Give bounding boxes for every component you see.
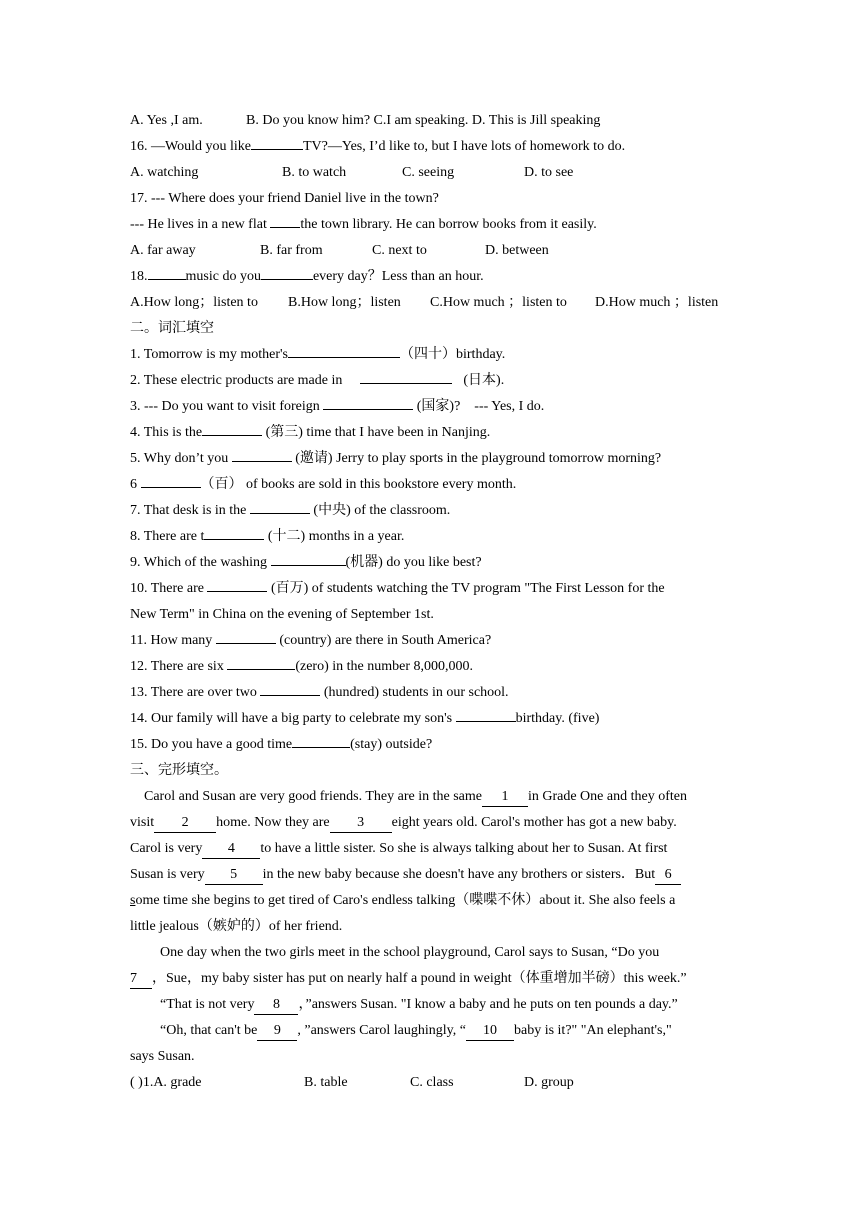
answer-blank (216, 628, 276, 644)
text-segment: (国家)? (413, 399, 461, 414)
text-segment: “Oh, that can't be (160, 1023, 258, 1038)
answer-blank (323, 394, 413, 410)
text-segment: home. Now they are (216, 815, 330, 830)
text-segment: 1. Tomorrow is my mother's (130, 347, 288, 362)
text-segment: baby is it?" "An elephant's," (513, 1023, 672, 1038)
vocab-item-5 (130, 446, 730, 472)
vocab-item-15 (130, 732, 730, 758)
vocab-item-13 (130, 680, 730, 706)
text-segment: in Grade One and they often (527, 789, 687, 804)
cloze-p2-line3 (130, 992, 730, 1018)
text-segment: , ”answers Carol laughingly, “ (297, 1023, 466, 1038)
answer-blank (232, 446, 292, 462)
text-segment: (百万) of students watching the TV program "The First Lesson for the (267, 581, 665, 596)
text-segment: ome time she begins to get tired of Caro's endless talking（喋喋不休）about it. She also feels a (135, 893, 676, 908)
vocab-item-7 (130, 498, 730, 524)
vocab-item-10-cont: New Term" in China on the evening of September 1st. (130, 607, 434, 622)
text-segment: D. group (524, 1075, 574, 1090)
text-segment: B. far from (260, 243, 323, 258)
cloze-blank-9: 9 (257, 1022, 297, 1041)
text-segment: 9. Which of the washing (130, 555, 271, 570)
vocab-item-8 (130, 524, 730, 550)
answer-blank (260, 680, 320, 696)
cloze-blank-10: 10 (466, 1022, 514, 1041)
text-segment: 2. These electric products are made in (130, 373, 346, 388)
text-segment: 6 (130, 477, 141, 492)
q15-option-a: A. Yes ,I am. (130, 113, 203, 128)
q16-options (130, 160, 730, 186)
text-segment: C. seeing (402, 165, 455, 180)
text-segment: 16. —Would you like (130, 139, 251, 154)
text-segment: 14. Our family will have a big party to celebrate my son's (130, 711, 456, 726)
cloze-blank-8: 8 (254, 996, 298, 1015)
text-segment: ，”answers Susan. "I know a baby and he puts on ten pounds a day.” (298, 997, 678, 1012)
text-segment: (机器) do you like best? (345, 555, 482, 570)
text-segment: B.How long；listen (288, 295, 401, 310)
text-segment: Carol and Susan are very good friends. They are in the same (144, 789, 482, 804)
answer-blank (204, 524, 264, 540)
text-segment: visit (130, 815, 155, 830)
text-segment: A. far away (130, 243, 196, 258)
text-segment: ，Sue，my baby sister has put on nearly half a pound in weight（体重增加半磅）this week.” (152, 971, 687, 986)
q15-options (130, 108, 730, 134)
vocab-item-1 (130, 342, 730, 368)
text-segment: （百） of books are sold in this bookstore every month. (200, 477, 517, 492)
q15-options-bcd: B. Do you know him? C.I am speaking. D. This is Jill speaking (246, 113, 601, 128)
text-segment: 13. There are over two (130, 685, 261, 700)
q16-blank (251, 134, 303, 150)
text-segment: C. class (410, 1075, 454, 1090)
text-segment: Susan is very (130, 867, 205, 882)
text-segment: (第三) time that I have been in Nanjing. (262, 425, 491, 440)
cloze-p2-line4 (130, 1018, 730, 1044)
cloze-p2-line1: One day when the two girls meet in the school playground, Carol says to Susan, “Do you (160, 945, 660, 960)
vocab-item-14 (130, 706, 730, 732)
section2-title: 二。词汇填空 (130, 321, 214, 336)
answer-blank (261, 264, 313, 280)
text-segment: (zero) in the number 8,000,000. (295, 659, 474, 674)
cloze-blank-2: 2 (154, 814, 216, 833)
q18-question (130, 264, 730, 290)
text-segment: --- He lives in a new flat (130, 217, 271, 232)
answer-blank (148, 264, 186, 280)
answer-blank (360, 368, 452, 384)
answer-blank (456, 706, 516, 722)
cloze-q1 (130, 1070, 730, 1096)
text-segment: (hundred) students in our school. (320, 685, 509, 700)
text-segment: eight years old. Carol's mother has got a new baby. (391, 815, 677, 830)
answer-blank (202, 420, 262, 436)
text-segment: 18. (130, 269, 148, 284)
text-segment: every day？Less than an hour. (312, 269, 484, 284)
text-segment: 10. There are (130, 581, 208, 596)
text-segment: D.How much ；listen (595, 295, 719, 310)
vocab-item-10 (130, 576, 730, 602)
answer-blank (207, 576, 267, 592)
cloze-p1-line4 (130, 862, 730, 888)
text-segment: (邀请) Jerry to play sports in the playground tomorrow morning? (291, 451, 662, 466)
cloze-p1-line1 (130, 784, 730, 810)
cloze-blank-7: 7 (130, 970, 152, 989)
text-segment: TV?—Yes, I’d like to, but I have lots of homework to do. (302, 139, 626, 154)
vocab-item-12 (130, 654, 730, 680)
text-segment: C.How much ；listen to (430, 295, 567, 310)
cloze-p1-line6: little jealous（嫉妒的）of her friend. (130, 919, 343, 934)
section3-title: 三、完形填空。 (130, 763, 228, 778)
answer-blank (288, 342, 400, 358)
text-segment: 3. --- Do you want to visit foreign (130, 399, 324, 414)
text-segment: s (130, 893, 136, 908)
q17-question: 17. --- Where does your friend Daniel live in the town? (130, 191, 439, 206)
text-segment: 7. That desk is in the (130, 503, 250, 518)
vocab-item-3 (130, 394, 730, 420)
text-segment: “That is not very (160, 997, 255, 1012)
text-segment: 11. How many (130, 633, 216, 648)
cloze-p1-line3 (130, 836, 730, 862)
text-segment: （四十）birthday. (400, 347, 506, 362)
text-segment: A. watching (130, 165, 199, 180)
text-segment: the town library. He can borrow books from it easily. (300, 217, 597, 232)
text-segment: D. to see (524, 165, 574, 180)
text-segment: A.How long；listen to (130, 295, 258, 310)
text-segment: Carol is very (130, 841, 203, 856)
text-segment: D. between (485, 243, 549, 258)
text-segment: B. to watch (282, 165, 347, 180)
text-segment: C. next to (372, 243, 427, 258)
cloze-blank-3: 3 (330, 814, 392, 833)
cloze-p2-line5: says Susan. (130, 1049, 195, 1064)
vocab-item-4 (130, 420, 730, 446)
answer-blank (141, 472, 201, 488)
cloze-blank-1: 1 (482, 788, 528, 807)
q16-question (130, 134, 730, 160)
text-segment: (country) are there in South America? (275, 633, 492, 648)
text-segment: birthday. (five) (515, 711, 600, 726)
text-segment: ( )1.A. grade (130, 1075, 202, 1090)
text-segment: 4. This is the (130, 425, 203, 440)
cloze-p1-line5 (130, 888, 730, 914)
cloze-p1-line2 (130, 810, 730, 836)
q17-options (130, 238, 730, 264)
text-segment: 8. There are t (130, 529, 205, 544)
text-segment: 5. Why don’t you (130, 451, 232, 466)
q17-answer (130, 212, 730, 238)
cloze-blank-4: 4 (202, 840, 260, 859)
vocab-item-9 (130, 550, 730, 576)
text-segment: (stay) outside? (350, 737, 433, 752)
text-segment: --- Yes, I do. (474, 399, 545, 414)
answer-blank (292, 732, 350, 748)
text-segment: to have a little sister. So she is always talking about her to Susan. At first (260, 841, 668, 856)
text-segment: music do you (185, 269, 261, 284)
vocab-item-11 (130, 628, 730, 654)
answer-blank (250, 498, 310, 514)
cloze-blank-6: 6 (655, 866, 681, 885)
vocab-item-6 (130, 472, 730, 498)
text-segment: (十二) months in a year. (264, 529, 405, 544)
text-segment: (中央) of the classroom. (309, 503, 451, 518)
text-segment: 12. There are six (130, 659, 228, 674)
answer-blank (271, 550, 346, 566)
text-segment: B. table (304, 1075, 348, 1090)
worksheet-page (130, 108, 730, 1096)
cloze-p2-line2 (130, 966, 730, 992)
answer-blank (227, 654, 295, 670)
q17-blank (270, 212, 300, 228)
q18-options (130, 290, 730, 316)
text-segment: in the new baby because she doesn't have any brothers or sisters．But (262, 867, 656, 882)
text-segment: (日本). (459, 373, 505, 388)
cloze-blank-5: 5 (205, 866, 263, 885)
vocab-item-2 (130, 368, 730, 394)
text-segment: 15. Do you have a good time (130, 737, 293, 752)
